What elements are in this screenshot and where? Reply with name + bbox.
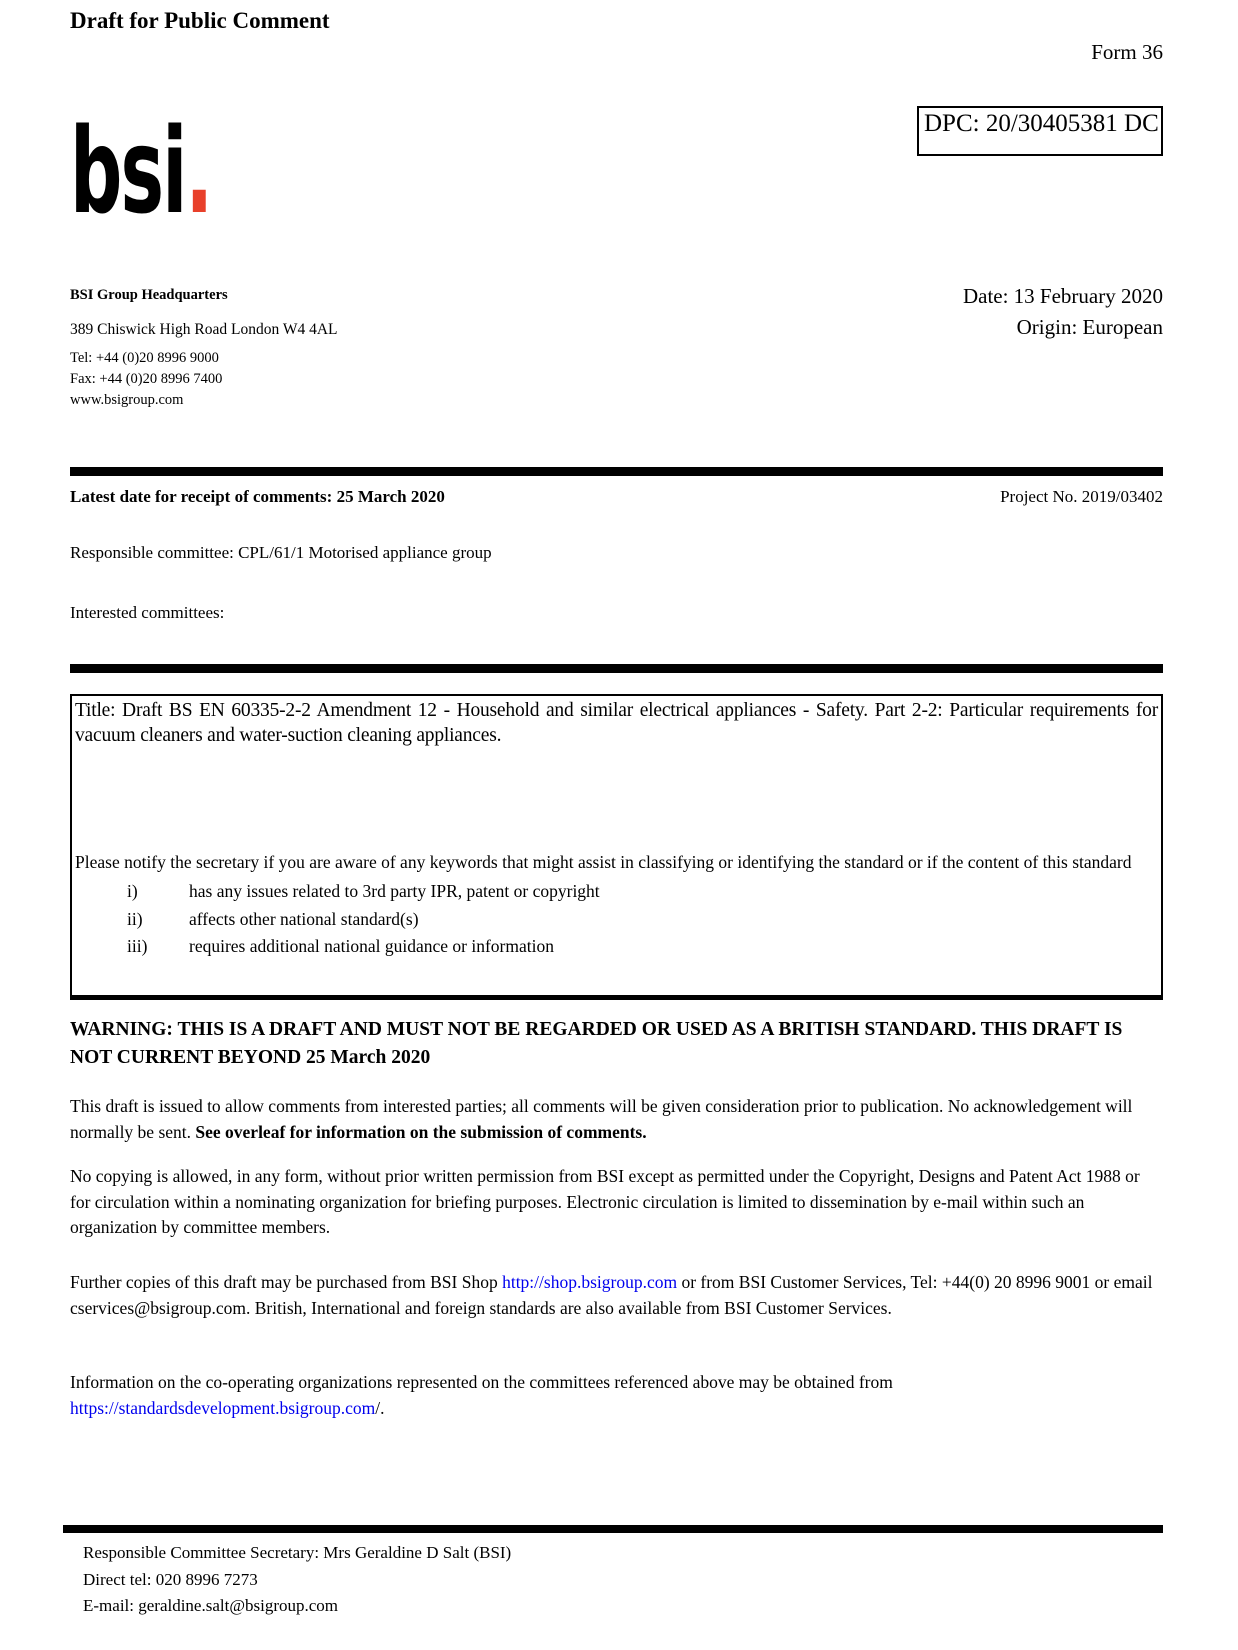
keywords-notice: Please notify the secretary if you are aware of any keywords that might assist in classifying or identifying the standard or if the content of this standard [75, 852, 1132, 872]
standards-development-link[interactable]: https://standardsdevelopment.bsigroup.com [70, 1397, 376, 1418]
origin-line: Origin: European [1016, 315, 1163, 339]
dpc-number: DPC: 20/30405381 DC [924, 110, 1159, 137]
hq-tel: Tel: +44 (0)20 8996 9000 [70, 350, 219, 366]
comments-deadline-row [70, 487, 1163, 507]
direct-tel-line: Direct tel: 020 8996 7273 [83, 1569, 258, 1589]
bsi-logo [70, 102, 212, 240]
form-number: Form 36 [1091, 40, 1163, 64]
interested-committees: Interested committees: [70, 603, 225, 622]
divider-bar-top [70, 467, 1163, 476]
responsible-committee: Responsible committee: CPL/61/1 Motorised appliance group [70, 543, 492, 562]
standard-title: Title: Draft BS EN 60335-2-2 Amendment 12 - Household and similar electrical appliances - Safety. Part 2-2: Particular requirements for vacuum cleaners and water-suction cleaning appliances. [75, 700, 1158, 746]
title-box [70, 694, 1163, 1000]
list-item [75, 878, 1158, 906]
issues-list [75, 878, 1158, 961]
bsi-shop-link[interactable]: http://shop.bsigroup.com [502, 1272, 678, 1292]
footer-block [83, 1540, 511, 1620]
paragraph-no-copying: No copying is allowed, in any form, without prior written permission from BSI except as permitted under the Copyright, Designs and Patent Act 1988 or for circulation within a nominating organization for briefing purposes. Electronic circulation is limited to dissemination by e-mail within such an organization by committee members. [70, 1166, 1140, 1237]
further-copies-post-text: or from BSI Customer Services, Tel: +44(0) 20 8996 9001 or email cservices@bsigroup.com. British, International and foreign standards are also available from BSI Customer Services. [70, 1272, 1153, 1318]
hq-fax: Fax: +44 (0)20 8996 7400 [70, 371, 223, 387]
secretary-line: Responsible Committee Secretary: Mrs Geraldine D Salt (BSI) [83, 1543, 512, 1562]
dpc-number-box [917, 106, 1163, 156]
email-line: E-mail: geraldine.salt@bsigroup.com [83, 1596, 339, 1615]
hq-website: www.bsigroup.com [70, 392, 184, 408]
page-title: Draft for Public Comment [70, 8, 330, 33]
date-origin-block [70, 281, 1163, 343]
further-copies-pre-text: Further copies of this draft may be purchased from BSI Shop [70, 1272, 503, 1292]
paragraph-cooperating-info [70, 1370, 1163, 1421]
cooperating-info-pre-text: Information on the co-operating organizations represented on the committees referenced above may be obtained from [70, 1372, 893, 1392]
list-item [75, 906, 1158, 934]
list-item-label: i) [127, 881, 138, 901]
paragraph-further-copies [70, 1270, 1163, 1321]
hq-address: 389 Chiswick High Road London W4 4AL [70, 321, 338, 338]
list-item-label: iii) [127, 936, 148, 956]
list-item-text: has any issues related to 3rd party IPR, patent or copyright [189, 881, 600, 901]
project-number: Project No. 2019/03402 [1000, 487, 1163, 506]
cooperating-info-post-text: /. [375, 1397, 385, 1418]
latest-date-for-comments: Latest date for receipt of comments: 25 March 2020 [70, 487, 445, 506]
divider-bar-footer [63, 1525, 1163, 1533]
list-item-label: ii) [127, 908, 143, 929]
bsi-logo-red-dot: . [185, 102, 212, 240]
date-line: Date: 13 February 2020 [962, 284, 1163, 308]
warning-text: WARNING: THIS IS A DRAFT AND MUST NOT BE REGARDED OR USED AS A BRITISH STANDARD. THIS DRAFT IS NOT CURRENT BEYOND 25 March 2020 [70, 1019, 1123, 1068]
draft-issued-text: This draft is issued to allow comments from interested parties; all comments will be given consideration prior to publication. No acknowledgement will normally be sent. [70, 1096, 1133, 1142]
divider-bar-middle [70, 664, 1163, 673]
list-item-text: requires additional national guidance or information [189, 936, 554, 956]
bsi-logo-text: bsi [70, 102, 186, 240]
list-item [75, 933, 1158, 961]
hq-name: BSI Group Headquarters [70, 287, 228, 303]
see-overleaf-note: See overleaf for information on the submission of comments. [195, 1121, 647, 1142]
list-item-text: affects other national standard(s) [189, 908, 419, 929]
paragraph-draft-issued [70, 1094, 1163, 1145]
